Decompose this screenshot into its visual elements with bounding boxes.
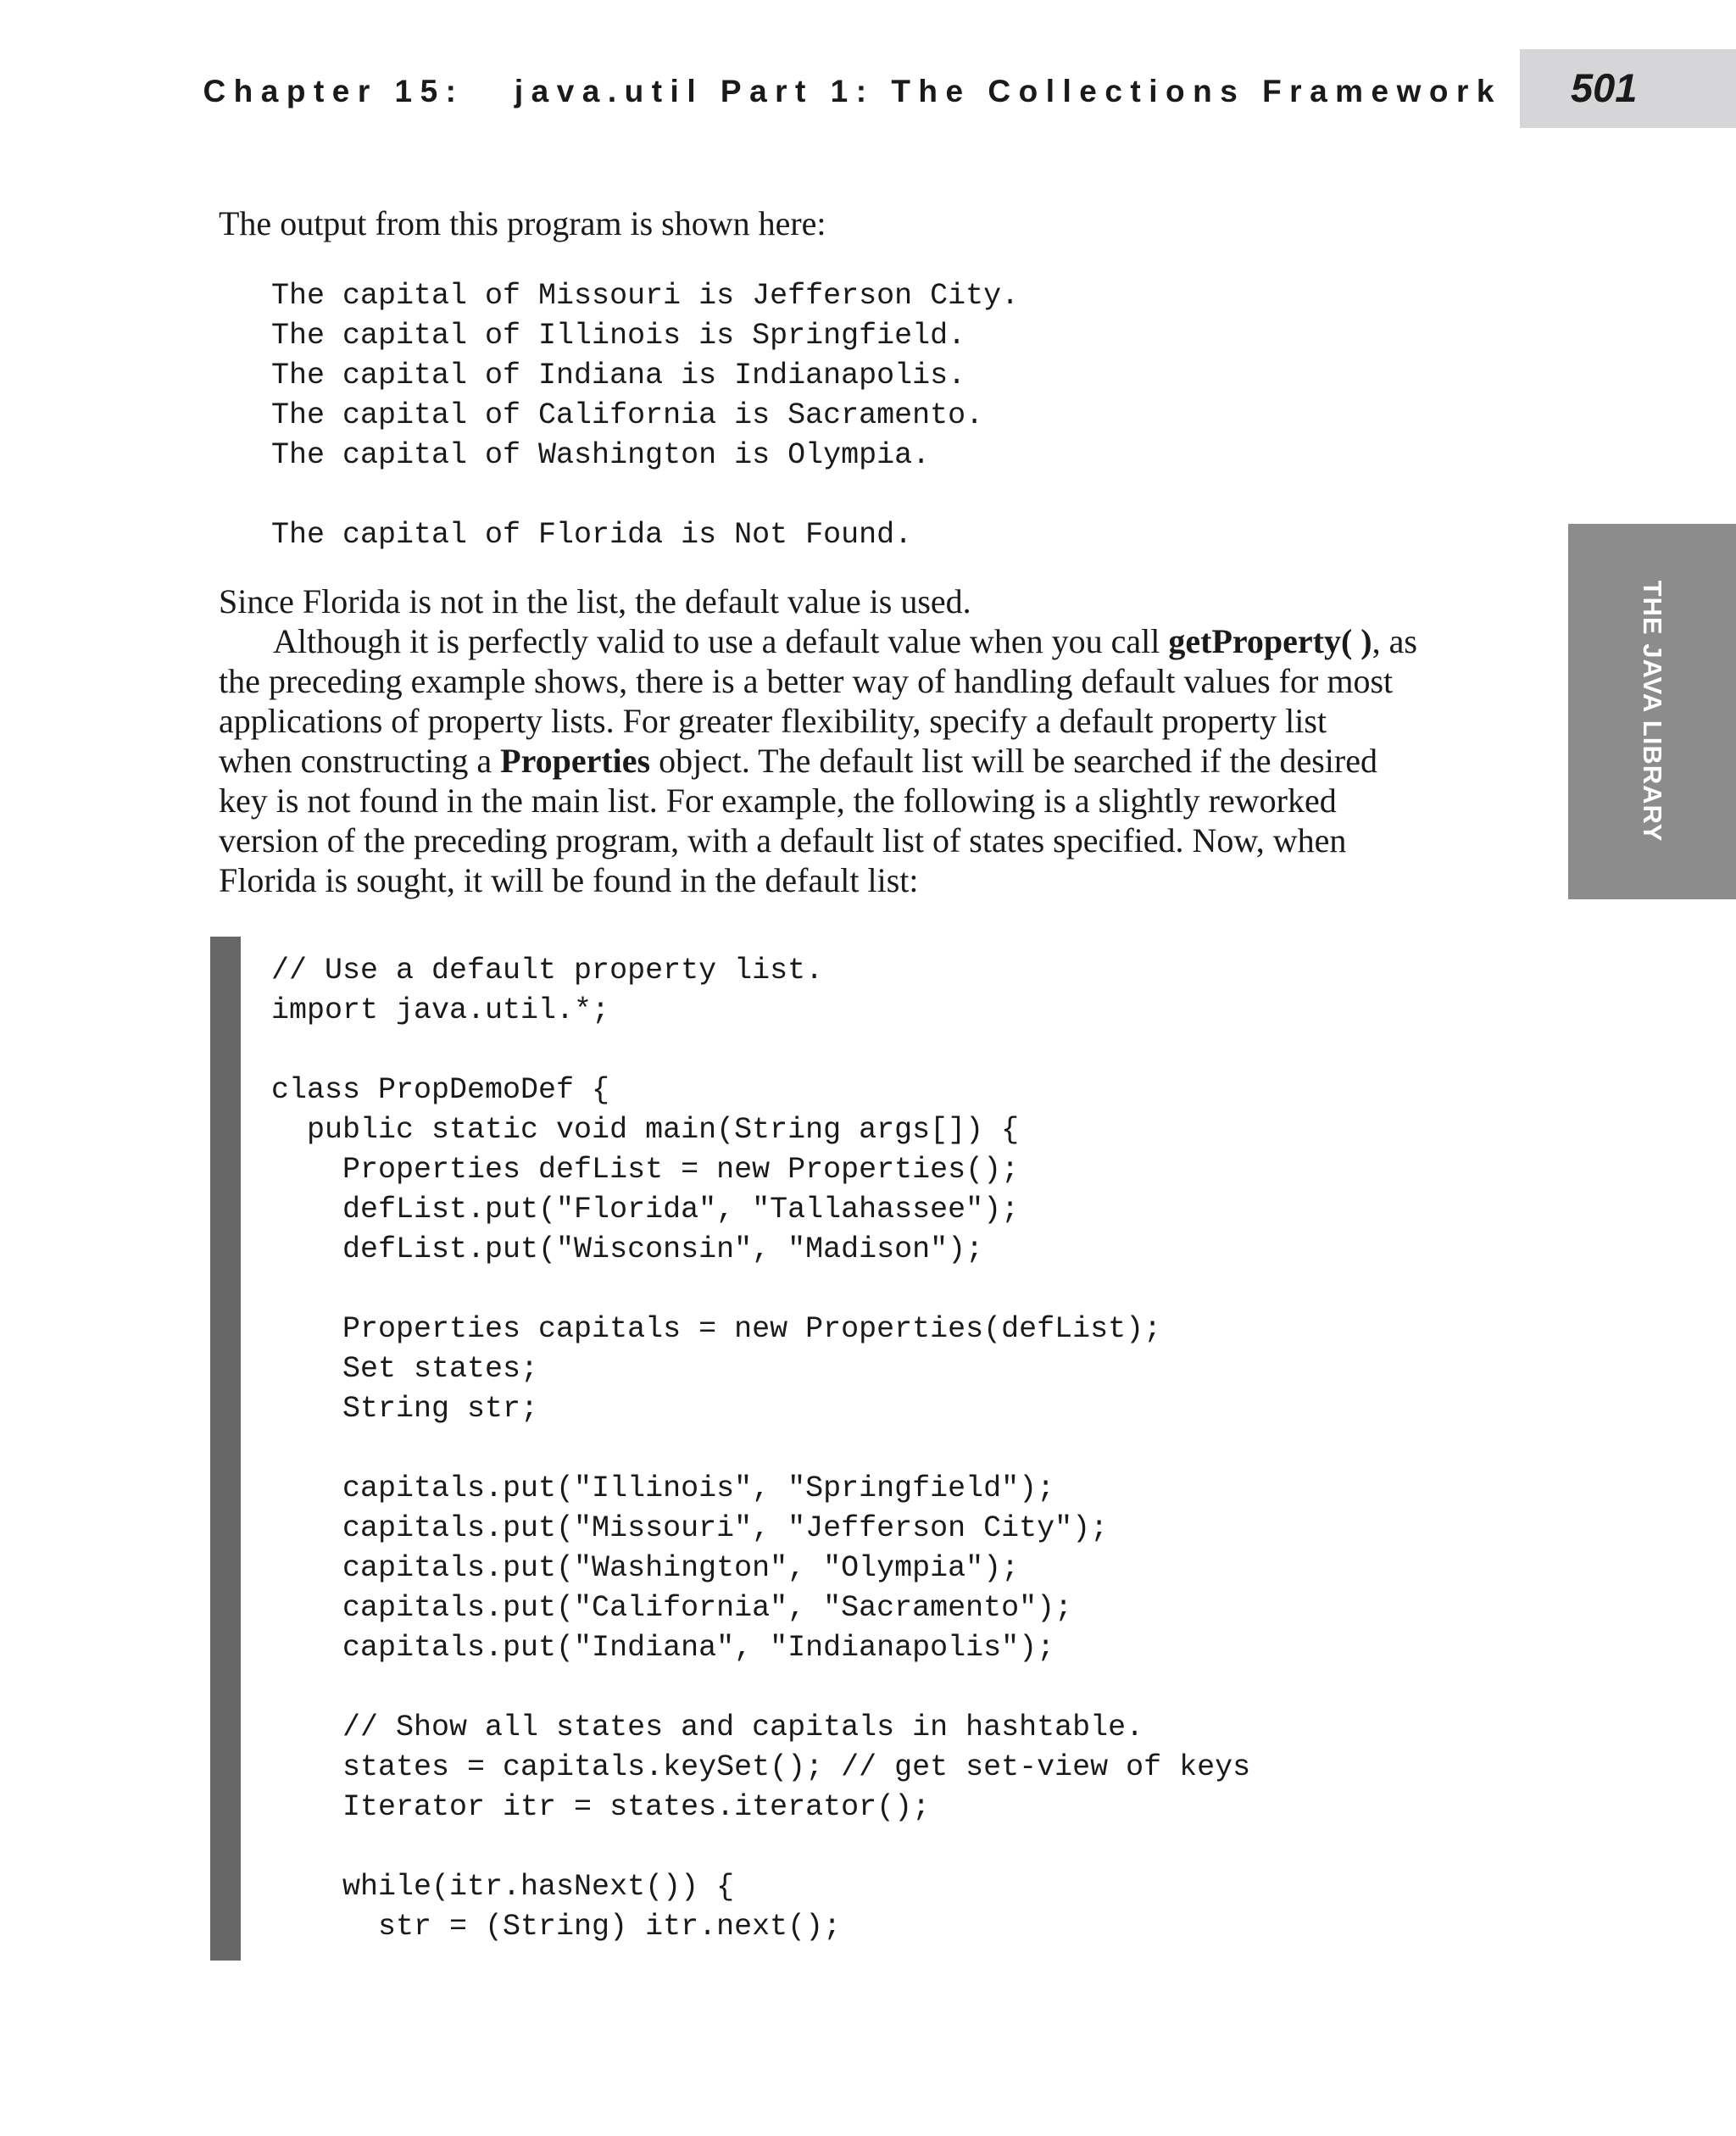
- paragraph-text: when constructing a: [219, 742, 501, 780]
- paragraph-line: the preceding example shows, there is a better way of handling default values for most: [219, 662, 1394, 700]
- code-listing: // Use a default property list. import java.util.*; class PropDemoDef { public static void main(String args[]) { Properties defList = new Properties(); defList.put("Florida", "Tallahassee"); defList.put("Wisconsin", "Madison"); Properties capitals = new Properties(defList); Set states; String str; capitals.put("Illinois", "Springfield"); capitals.put("Missouri", "Jefferson City"); capitals.put("Washington", "Olympia"); capitals.put("California", "Sacramento"); capitals.put("Indiana", "Indianapolis"); // Show all states and capitals in hashtable. states = capitals.keySet(); // get set-view of keys Iterator itr = states.iterator(); while(itr.hasNext()) { str = (String) itr.next();: [271, 954, 1251, 1944]
- page-number-box: [1520, 49, 1736, 128]
- paragraph-line: [273, 621, 1417, 661]
- class-name: Properties: [500, 742, 651, 780]
- paragraph-text: Although it is perfectly valid to use a default value when you call: [273, 622, 1169, 660]
- paragraph-line: [219, 741, 1377, 781]
- paragraph-line: Florida is sought, it will be found in the default list:: [219, 861, 919, 899]
- paragraph-line: key is not found in the main list. For example, the following is a slightly reworked: [219, 782, 1337, 820]
- page-number: 501: [1571, 65, 1638, 110]
- program-output: The capital of Missouri is Jefferson City. The capital of Illinois is Springfield. The capital of Indiana is Indianapolis. The capital of California is Sacramento. The capital of Washington is Olympia. The capital of Florida is Not Found.: [271, 279, 1020, 552]
- paragraph-text: object. The default list will be searched if the desired: [650, 742, 1377, 780]
- paragraph-line: version of the preceding program, with a default list of states specified. Now, when: [219, 821, 1347, 859]
- paragraph-line: applications of property lists. For greater flexibility, specify a default property list: [219, 702, 1327, 740]
- intro-paragraph: The output from this program is shown here:: [219, 204, 826, 242]
- section-side-tab: [1568, 524, 1736, 899]
- side-tab-label: THE JAVA LIBRARY: [1638, 580, 1667, 843]
- paragraph-text: , as: [1372, 622, 1417, 660]
- method-name: getProperty( ): [1168, 622, 1372, 660]
- running-head: Chapter 15: java.util Part 1: The Collections Framework: [203, 74, 1502, 108]
- explanation-sentence: Since Florida is not in the list, the default value is used.: [219, 582, 971, 620]
- code-listing-bar: [210, 937, 241, 1961]
